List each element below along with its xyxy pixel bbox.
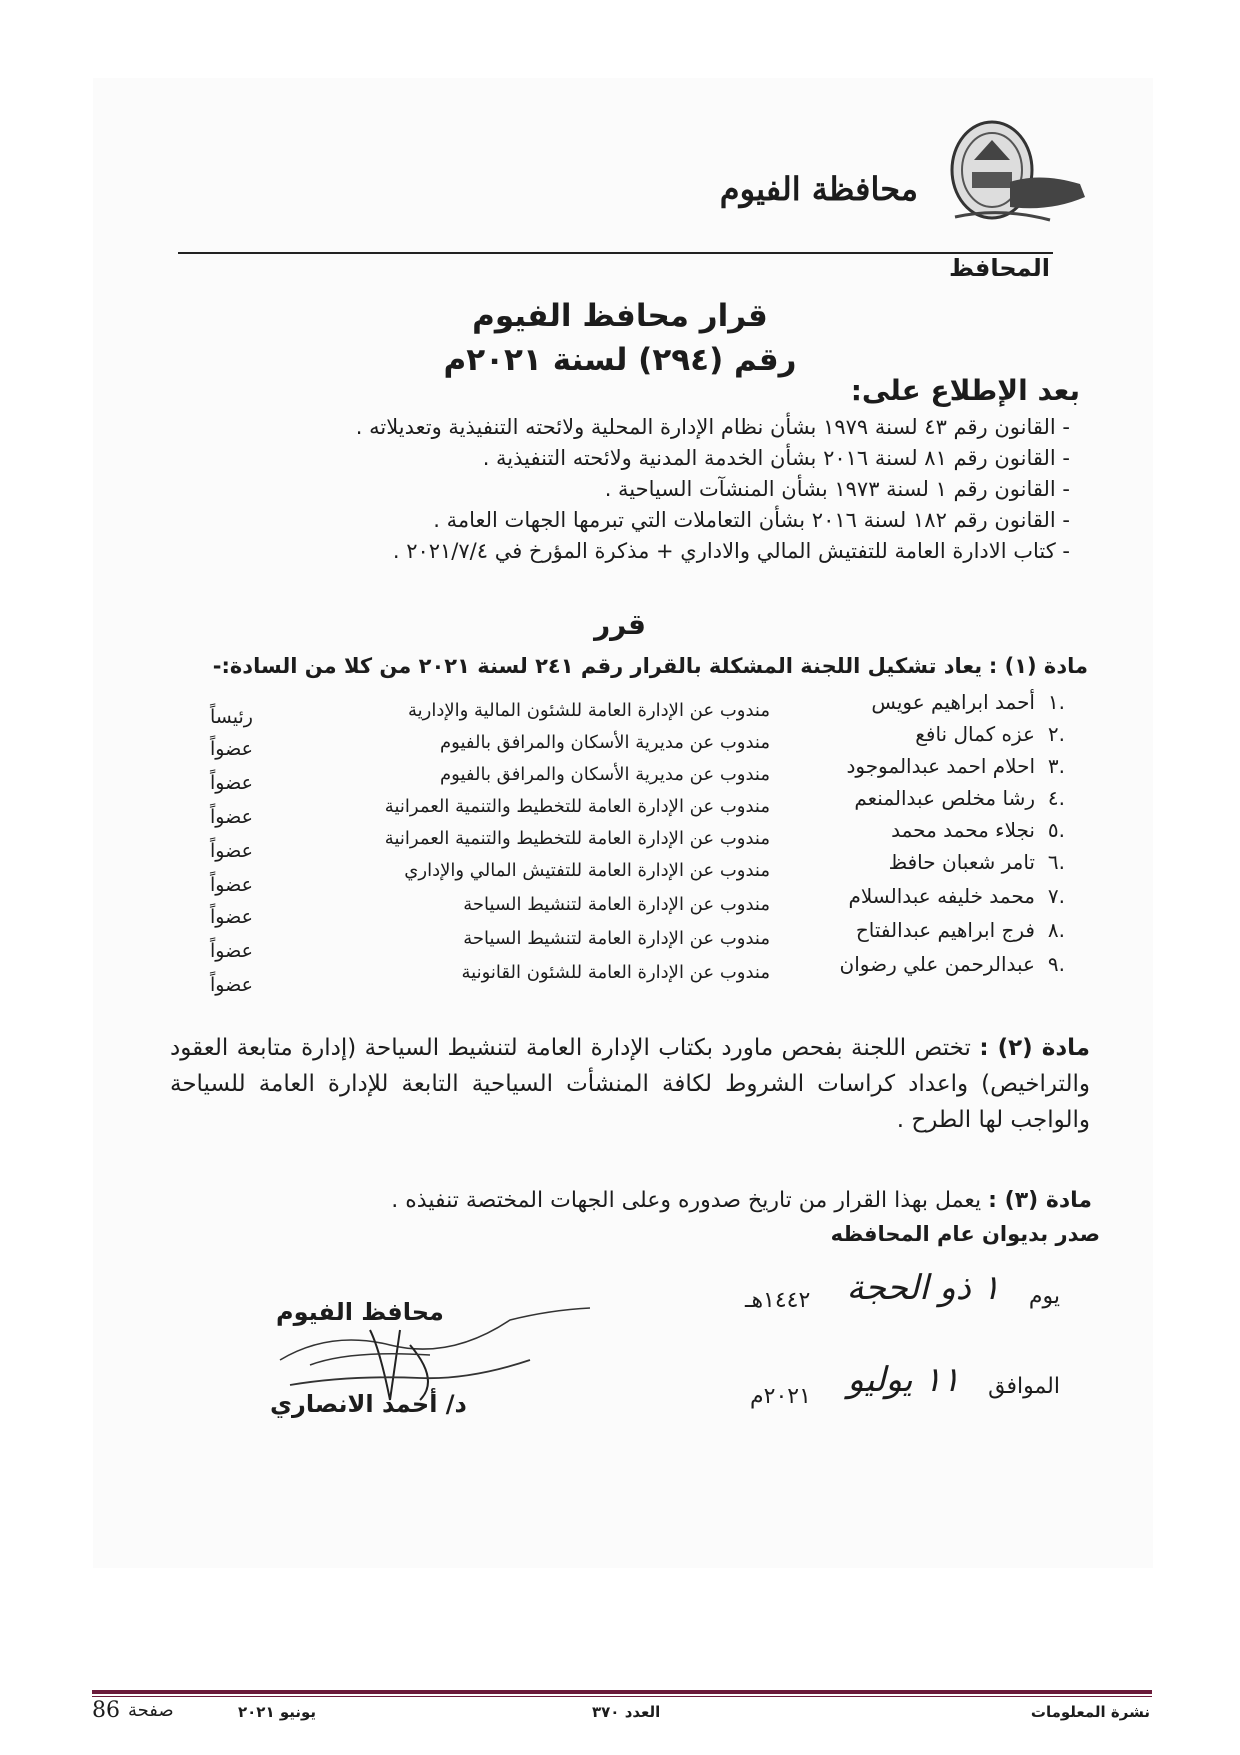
member-role: عضواً bbox=[210, 806, 253, 828]
member-name: عبدالرحمن علي رضوان bbox=[839, 952, 1035, 976]
member-number: ٦. bbox=[1047, 850, 1065, 874]
member-number: ٢. bbox=[1047, 722, 1065, 746]
article-3-text: يعمل بهذا القرار من تاريخ صدوره وعلى الجهات المختصة تنفيذه . bbox=[391, 1188, 982, 1213]
member-name: تامر شعبان حافظ bbox=[888, 850, 1035, 874]
member-role: عضواً bbox=[210, 906, 253, 928]
footer-page-number: 86 bbox=[92, 1698, 120, 1723]
member-role: عضواً bbox=[210, 874, 253, 896]
footer-page-label: صفحة bbox=[128, 1700, 174, 1721]
member-name: رشا مخلص عبدالمنعم bbox=[854, 786, 1035, 810]
member-role: عضواً bbox=[210, 840, 253, 862]
member-representation: مندوب عن الإدارة العامة للشئون القانونية bbox=[461, 962, 770, 983]
hijri-date-handwritten: ١ ذو الحجة bbox=[846, 1268, 1000, 1308]
decision-title: قرار محافظ الفيوم bbox=[472, 298, 768, 334]
greg-year: ٢٠٢١م bbox=[750, 1384, 811, 1409]
member-number: ٤. bbox=[1047, 786, 1065, 810]
member-role: رئيساً bbox=[210, 706, 253, 728]
member-role: عضواً bbox=[210, 772, 253, 794]
after-review-heading: بعد الإطلاع على: bbox=[850, 374, 1080, 407]
member-name: نجلاء محمد محمد bbox=[891, 818, 1035, 842]
member-number: ٥. bbox=[1047, 818, 1065, 842]
member-number: ١. bbox=[1047, 690, 1065, 714]
article-1 bbox=[213, 654, 1088, 678]
member-representation: مندوب عن الإدارة العامة للشئون المالية والإدارية bbox=[407, 700, 770, 721]
article-3 bbox=[391, 1188, 1092, 1213]
footer-divider bbox=[92, 1690, 1152, 1694]
member-representation: مندوب عن الإدارة العامة للتخطيط والتنمية العمرانية bbox=[384, 828, 770, 849]
office-title: المحافظ bbox=[948, 254, 1050, 282]
corresponding-label: الموافق bbox=[988, 1374, 1060, 1399]
member-number: ٩. bbox=[1047, 952, 1065, 976]
member-name: محمد خليفه عبدالسلام bbox=[848, 884, 1035, 908]
signatory-title: محافظ الفيوم bbox=[276, 1298, 444, 1326]
header-divider bbox=[178, 252, 1053, 254]
footer-publication: نشرة المعلومات bbox=[1030, 1703, 1150, 1721]
governorate-name: محافظة الفيوم bbox=[719, 170, 918, 208]
member-number: ٨. bbox=[1047, 918, 1065, 942]
reference-3: - القانون رقم ١ لسنة ١٩٧٣ بشأن المنشآت السياحية . bbox=[604, 477, 1070, 501]
member-representation: مندوب عن الإدارة العامة لتنشيط السياحة bbox=[463, 928, 770, 949]
greg-date-handwritten: ١١ يوليو bbox=[847, 1360, 960, 1400]
footer-issue: العدد ٣٧٠ bbox=[592, 1703, 661, 1721]
reference-1: - القانون رقم ٤٣ لسنة ١٩٧٩ بشأن نظام الإدارة المحلية ولائحته التنفيذية وتعديلاته . bbox=[355, 415, 1070, 439]
member-representation: مندوب عن الإدارة العامة للتخطيط والتنمية العمرانية bbox=[384, 796, 770, 817]
member-role: عضواً bbox=[210, 974, 253, 996]
signatory-name: د/ أحمد الانصاري bbox=[270, 1390, 467, 1418]
article-1-label: مادة (١) : bbox=[988, 654, 1088, 678]
member-representation: مندوب عن مديرية الأسكان والمرافق بالفيوم bbox=[440, 764, 770, 785]
article-3-label: مادة (٣) : bbox=[988, 1188, 1092, 1213]
reference-4: - القانون رقم ١٨٢ لسنة ٢٠١٦ بشأن التعاملات التي تبرمها الجهات العامة . bbox=[433, 508, 1070, 532]
member-name: احلام احمد عبدالموجود bbox=[846, 754, 1035, 778]
governorate-logo bbox=[940, 112, 1090, 230]
article-2-text: تختص اللجنة بفحص ماورد بكتاب الإدارة العامة لتنشيط السياحة (إدارة متابعة العقود والتراخيص) واعداد كراسات الشروط لكافة المنشأت السياحية التابعة للإدارة العامة للسياحة والواجب لها الطرح . bbox=[170, 1035, 1090, 1133]
member-role: عضواً bbox=[210, 940, 253, 962]
reference-2: - القانون رقم ٨١ لسنة ٢٠١٦ بشأن الخدمة المدنية ولائحته التنفيذية . bbox=[482, 446, 1070, 470]
member-representation: مندوب عن الإدارة العامة للتفتيش المالي والإداري bbox=[404, 860, 770, 881]
member-number: ٣. bbox=[1047, 754, 1065, 778]
article-1-text: يعاد تشكيل اللجنة المشكلة بالقرار رقم ٢٤١ لسنة ٢٠٢١ من كلا من السادة:- bbox=[212, 654, 983, 678]
decision-number: رقم (٢٩٤) لسنة ٢٠٢١م bbox=[443, 342, 797, 378]
member-name: عزه كمال نافع bbox=[915, 722, 1035, 746]
footer-divider-thin bbox=[92, 1696, 1152, 1697]
footer-date: يونيو ٢٠٢١ bbox=[238, 1703, 317, 1721]
day-label: يوم bbox=[1028, 1284, 1060, 1309]
decided-heading: قرر bbox=[594, 608, 646, 641]
hijri-year: ١٤٤٢هـ bbox=[745, 1288, 811, 1313]
member-name: فرج ابراهيم عبدالفتاح bbox=[855, 918, 1035, 942]
member-name: أحمد ابراهيم عويس bbox=[871, 690, 1035, 714]
member-role: عضواً bbox=[210, 738, 253, 760]
member-representation: مندوب عن مديرية الأسكان والمرافق بالفيوم bbox=[440, 732, 770, 753]
member-number: ٧. bbox=[1047, 884, 1065, 908]
article-2 bbox=[170, 1030, 1090, 1138]
issued-at: صدر بديوان عام المحافظه bbox=[830, 1222, 1100, 1246]
member-representation: مندوب عن الإدارة العامة لتنشيط السياحة bbox=[463, 894, 770, 915]
article-2-label: مادة (٢) : bbox=[979, 1035, 1091, 1061]
reference-5: - كتاب الادارة العامة للتفتيش المالي والاداري + مذكرة المؤرخ في ٢٠٢١/٧/٤ . bbox=[392, 539, 1070, 563]
